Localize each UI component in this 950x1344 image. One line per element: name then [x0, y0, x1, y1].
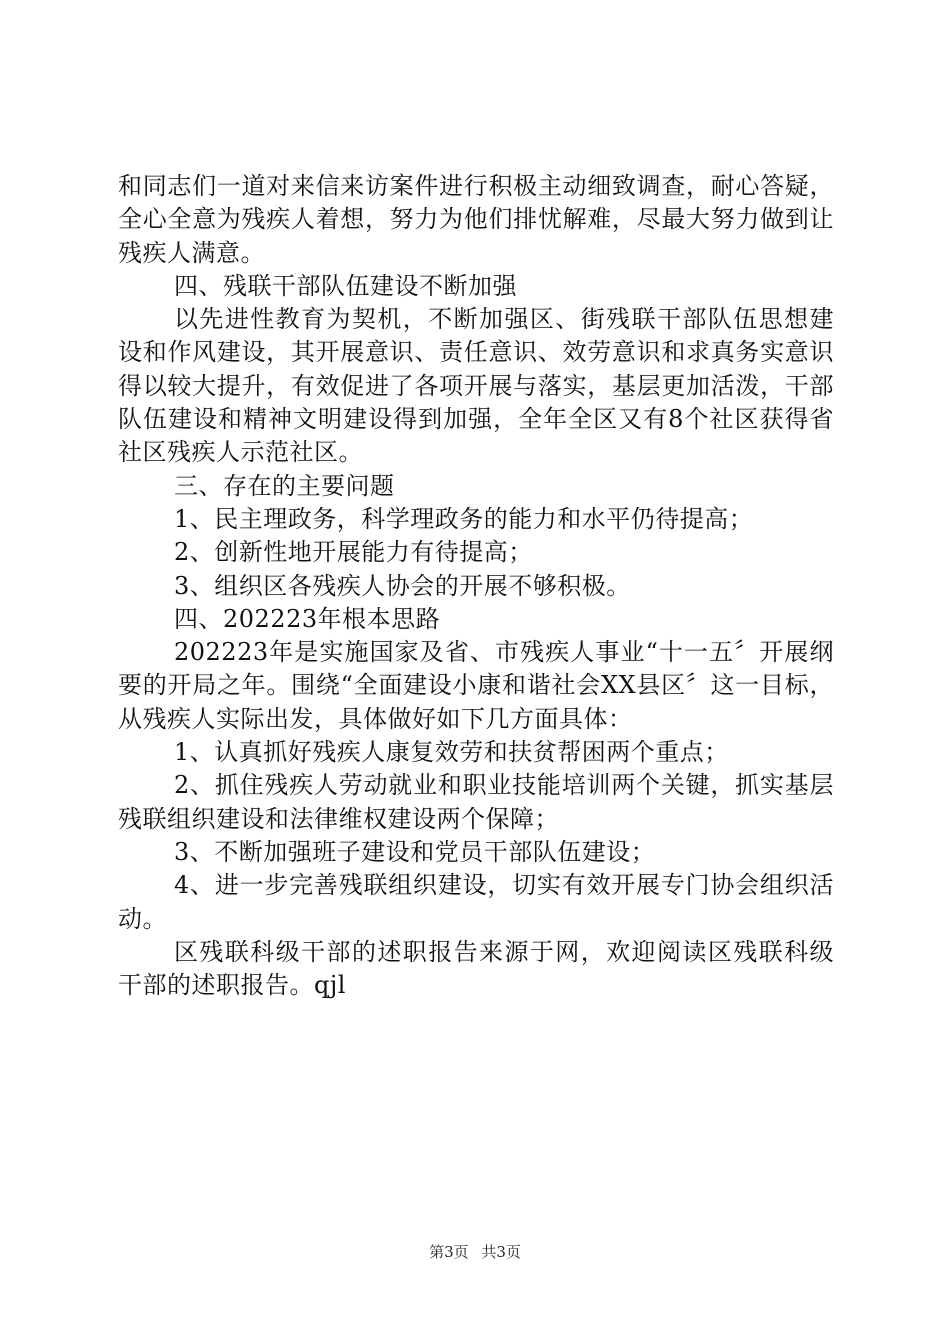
paragraph: 202223年是实施国家及省、市残疾人事业“十一五〞开展纲要的开局之年。围绕“全面建设小康和谐社会XX县区〞这一目标，从残疾人实际出发，具体做好如下几方面具体： [118, 638, 834, 733]
section-heading: 三、存在的主要问题 [174, 471, 395, 500]
paragraph: 以先进性教育为契机，不断加强区、街残联干部队伍思想建设和作风建设，其开展意识、责任意识、效劳意识和求真务实意识得以较大提升，有效促进了各项开展与落实，基层更加活泼，干部队伍建设和精神文明建设得到加强，全年全区又有8个社区获得省社区残疾人示范社区。 [118, 305, 834, 467]
paragraph: 区残联科级干部的述职报告来源于网，欢迎阅读区残联科级干部的述职报告。qjl [118, 937, 834, 1000]
paragraph: 和同志们一道对来信来访案件进行积极主动细致调查，耐心答疑，全心全意为残疾人着想，努力为他们排忧解难，尽最大努力做到让残疾人满意。 [118, 172, 834, 267]
list-item: 3、组织区各残疾人协会的开展不够积极。 [174, 571, 631, 600]
list-item: 2、抓住残疾人劳动就业和职业技能培训两个关键，抓实基层残联组织建设和法律维权建设两个保障； [118, 771, 834, 833]
page-number: 第3页 [429, 1243, 469, 1261]
list-item: 1、认真抓好残疾人康复效劳和扶贫帮困两个重点； [174, 738, 729, 767]
page-footer [0, 1241, 950, 1262]
page-total: 共3页 [481, 1243, 521, 1261]
list-item: 1、民主理政务，科学理政务的能力和水平仍待提高； [174, 504, 754, 533]
list-item: 3、不断加强班子建设和党员干部队伍建设； [174, 837, 656, 866]
list-item: 2、创新性地开展能力有待提高； [174, 538, 533, 567]
section-heading: 四、残联干部队伍建设不断加强 [174, 271, 517, 300]
section-heading: 四、202223年根本思路 [174, 604, 441, 633]
list-item: 4、进一步完善残联组织建设，切实有效开展专门协会组织活动。 [118, 871, 834, 933]
document-body [118, 170, 834, 1002]
